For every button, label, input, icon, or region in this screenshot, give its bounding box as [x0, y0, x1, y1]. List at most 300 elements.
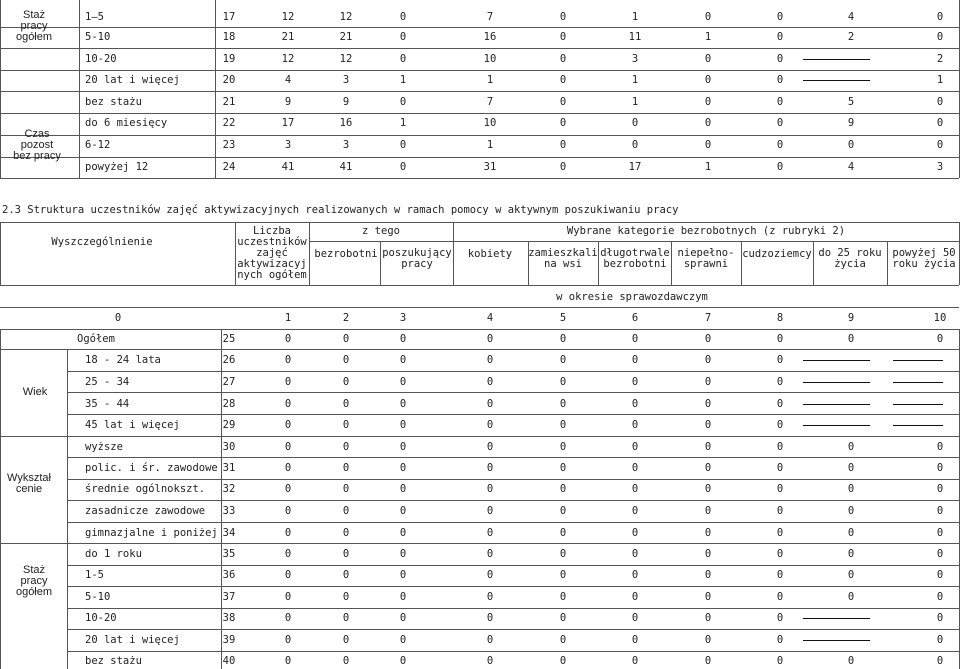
top-row-value: 0 [631, 117, 639, 129]
top-row-value: 3 [936, 161, 944, 173]
main-row-line [67, 414, 959, 415]
main-row-value: 0 [284, 376, 292, 388]
main-row-value: 0 [399, 505, 407, 517]
not-applicable-dash [803, 360, 870, 361]
main-row-value: 0 [847, 483, 855, 495]
main-row-value: 0 [936, 527, 944, 539]
main-row-value: 0 [776, 612, 784, 624]
top-row-value: 0 [559, 161, 567, 173]
main-row-value: 0 [486, 612, 494, 624]
main-row-value: 0 [486, 398, 494, 410]
main-row-line [67, 651, 959, 652]
top-table-row-line [0, 70, 959, 71]
column-number: 6 [631, 312, 639, 324]
top-row-label: 10-20 [85, 53, 117, 65]
top-row-value: 0 [399, 161, 407, 173]
main-row-value: 0 [936, 548, 944, 560]
main-row-line [67, 629, 959, 630]
top-row-label: powyżej 12 [85, 161, 149, 173]
top-group-staz-label: Staż pracy ogółem [15, 8, 53, 43]
top-row-value: 1 [399, 117, 407, 129]
main-row-value: 0 [776, 548, 784, 560]
top-row-value: 10 [483, 117, 497, 129]
main-row-value: 0 [486, 548, 494, 560]
main-row-value: 0 [399, 527, 407, 539]
main-row-value: 0 [631, 655, 639, 667]
main-row-value: 0 [776, 505, 784, 517]
main-row-value: 0 [847, 333, 855, 345]
main-row-value: 0 [704, 527, 712, 539]
top-table-col-line [215, 0, 216, 178]
main-row-value: 0 [284, 333, 292, 345]
main-row-value: 0 [559, 376, 567, 388]
main-row-value: 0 [776, 655, 784, 667]
main-row-value: 0 [486, 483, 494, 495]
main-row-line [67, 457, 959, 458]
main-header-col-line [0, 222, 1, 285]
main-row-value: 36 [222, 569, 236, 581]
main-row-value: 0 [486, 527, 494, 539]
main-row-label: bez stażu [85, 655, 142, 667]
main-header-top-line [0, 222, 959, 223]
top-row-label: 6-12 [85, 139, 111, 151]
main-row-value: 0 [342, 548, 350, 560]
header-poszukujacy: poszukujący pracy [382, 247, 452, 270]
main-row-value: 0 [342, 483, 350, 495]
top-row-value: 1 [631, 96, 639, 108]
top-row-value: 1 [399, 74, 407, 86]
main-row-value: 0 [342, 441, 350, 453]
main-row-value: 33 [222, 505, 236, 517]
main-row-value: 0 [559, 655, 567, 667]
top-row-value: 21 [281, 31, 295, 43]
top-row-value: 1 [631, 74, 639, 86]
main-row-value: 0 [704, 354, 712, 366]
main-row-value: 0 [399, 634, 407, 646]
header-wyszczegolnienie: Wyszczególnienie [51, 235, 153, 248]
main-row-value: 39 [222, 634, 236, 646]
main-row-value: 0 [399, 612, 407, 624]
top-row-value: 0 [631, 139, 639, 151]
main-row-value: 0 [399, 569, 407, 581]
top-row-value: 20 [222, 74, 236, 86]
main-row-value: 32 [222, 483, 236, 495]
column-number: 3 [399, 312, 407, 324]
top-row-value: 19 [222, 53, 236, 65]
top-row-value: 2 [847, 31, 855, 43]
main-row-value: 28 [222, 398, 236, 410]
main-header-line [0, 329, 959, 330]
column-number: 9 [847, 312, 855, 324]
main-row-value: 0 [776, 462, 784, 474]
main-row-value: 0 [936, 634, 944, 646]
main-row-value: 0 [704, 505, 712, 517]
not-applicable-dash [893, 360, 943, 361]
top-row-label: do 6 miesięcy [85, 117, 168, 129]
main-row-value: 0 [342, 634, 350, 646]
top-row-value: 0 [936, 139, 944, 151]
top-row-value: 12 [281, 11, 295, 23]
top-row-value: 3 [284, 139, 292, 151]
main-row-value: 0 [342, 569, 350, 581]
top-row-value: 11 [628, 31, 642, 43]
main-row-value: 31 [222, 462, 236, 474]
header-zamieszkali: zamieszkali na wsi [528, 247, 598, 270]
main-header-col-line [453, 222, 454, 241]
main-row-value: 35 [222, 548, 236, 560]
top-table-row-line [0, 157, 959, 158]
main-row-label: 35 - 44 [85, 398, 130, 410]
main-row-value: 0 [559, 634, 567, 646]
main-row-value: 0 [776, 354, 784, 366]
main-row-value: 0 [284, 505, 292, 517]
top-row-value: 0 [399, 53, 407, 65]
main-row-value: 0 [776, 591, 784, 603]
top-row-value: 0 [704, 53, 712, 65]
top-row-value: 9 [342, 96, 350, 108]
top-row-value: 0 [559, 96, 567, 108]
main-row-value: 0 [847, 591, 855, 603]
main-row-value: 0 [631, 612, 639, 624]
not-applicable-dash [893, 382, 943, 383]
main-row-value: 0 [486, 376, 494, 388]
top-table-row-line [0, 135, 959, 136]
main-row-value: 0 [704, 483, 712, 495]
main-row-value: 0 [342, 333, 350, 345]
main-col-line [67, 349, 68, 669]
main-row-label: polic. i śr. zawodowe [85, 462, 218, 474]
header-dlugotrwale: długotrwale bezrobotni [600, 247, 670, 270]
section-title: 2.3 Struktura uczestników zajęć aktywizacyjnych realizowanych w ramach pomocy w aktywnym poszukiwaniu pracy [2, 204, 679, 216]
main-row-label: 18 - 24 lata [85, 354, 161, 366]
not-applicable-dash [803, 640, 870, 641]
main-row-value: 37 [222, 591, 236, 603]
top-row-value: 31 [483, 161, 497, 173]
main-row-value: 27 [222, 376, 236, 388]
top-row-value: 0 [704, 139, 712, 151]
main-row-value: 0 [342, 419, 350, 431]
main-row-value: 0 [284, 634, 292, 646]
top-row-value: 0 [559, 117, 567, 129]
main-row-value: 0 [559, 398, 567, 410]
main-row-line [67, 608, 959, 609]
top-row-value: 1 [486, 74, 494, 86]
main-row-value: 0 [776, 569, 784, 581]
main-row-value: 34 [222, 527, 236, 539]
main-row-value: 0 [342, 612, 350, 624]
main-row-value: 30 [222, 441, 236, 453]
main-row-value: 0 [847, 569, 855, 581]
main-row-value: 0 [486, 569, 494, 581]
main-row-value: 0 [559, 333, 567, 345]
main-row-value: 0 [936, 441, 944, 453]
top-table-row-line [0, 27, 959, 28]
main-row-label: wyższe [85, 441, 123, 453]
top-row-value: 1 [486, 139, 494, 151]
main-row-value: 0 [399, 354, 407, 366]
column-number: 7 [704, 312, 712, 324]
main-row-value: 0 [486, 462, 494, 474]
top-row-value: 0 [776, 11, 784, 23]
header-cudzoziemcy: cudzoziemcy [742, 247, 812, 260]
top-row-value: 17 [628, 161, 642, 173]
top-table-group-line [0, 113, 959, 114]
top-row-value: 21 [339, 31, 353, 43]
main-row-value: 40 [222, 655, 236, 667]
main-row-value: 0 [486, 333, 494, 345]
top-row-value: 0 [936, 96, 944, 108]
top-row-value: 1 [936, 74, 944, 86]
group-line [0, 543, 959, 544]
top-row-value: 0 [704, 96, 712, 108]
main-row-value: 0 [559, 569, 567, 581]
header-kobiety: kobiety [467, 247, 513, 260]
main-header-line [0, 285, 959, 286]
top-table-row-line [0, 178, 959, 179]
top-row-label: 5-10 [85, 31, 111, 43]
main-row-line [67, 500, 959, 501]
main-row-value: 0 [936, 462, 944, 474]
main-row-value: 0 [342, 376, 350, 388]
main-row-value: 0 [631, 419, 639, 431]
group-line [0, 349, 959, 350]
main-row-value: 0 [936, 569, 944, 581]
main-row-value: 0 [631, 569, 639, 581]
main-row-value: 0 [399, 441, 407, 453]
header-liczba: Liczba uczestników zajęć aktywizacyj nych ogółem [237, 224, 307, 281]
main-row-value: 0 [559, 462, 567, 474]
main-row-value: 0 [631, 376, 639, 388]
header-do-25: do 25 roku życia [818, 247, 882, 270]
not-applicable-dash [893, 425, 943, 426]
top-row-value: 0 [776, 117, 784, 129]
main-row-value: 0 [559, 441, 567, 453]
top-row-value: 4 [284, 74, 292, 86]
not-applicable-dash [803, 618, 870, 619]
main-row-value: 0 [631, 333, 639, 345]
main-row-label: zasadnicze zawodowe [85, 505, 206, 517]
main-row-value: 0 [486, 354, 494, 366]
main-row-value: 0 [631, 634, 639, 646]
main-row-value: 0 [559, 419, 567, 431]
main-row-line [67, 392, 959, 393]
main-row-line [67, 586, 959, 587]
top-row-value: 3 [342, 139, 350, 151]
main-row-value: 0 [847, 441, 855, 453]
main-row-value: 0 [559, 548, 567, 560]
top-row-value: 17 [281, 117, 295, 129]
main-row-value: 0 [704, 655, 712, 667]
top-row-value: 22 [222, 117, 236, 129]
main-row-value: 0 [847, 655, 855, 667]
main-row-value: 0 [284, 548, 292, 560]
top-row-value: 4 [847, 11, 855, 23]
main-row-value: 0 [486, 655, 494, 667]
top-table-row-line [0, 48, 959, 49]
top-row-value: 0 [559, 74, 567, 86]
main-row-value: 0 [342, 527, 350, 539]
column-number: 4 [486, 312, 494, 324]
main-row-value: 38 [222, 612, 236, 624]
main-row-value: 0 [631, 591, 639, 603]
main-row-value: 0 [399, 419, 407, 431]
main-row-value: 0 [776, 419, 784, 431]
top-row-value: 0 [776, 31, 784, 43]
top-row-value: 0 [399, 31, 407, 43]
main-row-value: 0 [559, 505, 567, 517]
main-row-value: 0 [704, 376, 712, 388]
main-row-value: 0 [631, 527, 639, 539]
top-row-value: 16 [339, 117, 353, 129]
not-applicable-dash [803, 80, 870, 81]
header-wybrane-kategorie: Wybrane kategorie bezrobotnych (z rubryki 2) [566, 224, 846, 237]
top-row-label: 1–5 [85, 11, 104, 23]
main-row-line [67, 371, 959, 372]
column-number: 0 [114, 312, 122, 324]
top-row-value: 9 [284, 96, 292, 108]
top-row-value: 0 [559, 31, 567, 43]
main-row-value: 0 [631, 398, 639, 410]
column-number: 8 [776, 312, 784, 324]
not-applicable-dash [803, 382, 870, 383]
main-row-value: 0 [342, 462, 350, 474]
main-row-value: 0 [399, 548, 407, 560]
main-row-value: 0 [486, 441, 494, 453]
main-row-value: 0 [936, 612, 944, 624]
main-row-value: 0 [284, 419, 292, 431]
header-z-tego: z tego [362, 224, 400, 237]
main-row-value: 0 [776, 333, 784, 345]
main-row-value: 0 [559, 483, 567, 495]
group-staz-label: Staż pracy ogółem [15, 563, 53, 598]
group-wiek-label: Wiek [22, 385, 48, 398]
not-applicable-dash [803, 404, 870, 405]
main-row-value: 0 [284, 483, 292, 495]
main-row-value: 0 [631, 483, 639, 495]
top-row-value: 41 [339, 161, 353, 173]
main-row-value: 0 [776, 376, 784, 388]
top-row-value: 0 [399, 139, 407, 151]
main-row-value: 0 [631, 505, 639, 517]
main-row-label: gimnazjalne i poniżej [85, 527, 218, 539]
top-row-value: 0 [776, 53, 784, 65]
top-row-value: 17 [222, 11, 236, 23]
top-table-col-line [79, 0, 80, 178]
not-applicable-dash [803, 425, 870, 426]
top-row-value: 0 [704, 11, 712, 23]
top-row-value: 7 [486, 96, 494, 108]
top-row-value: 9 [847, 117, 855, 129]
main-row-value: 0 [936, 591, 944, 603]
top-row-value: 0 [704, 74, 712, 86]
main-row-label: 5-10 [85, 591, 111, 603]
top-row-value: 0 [559, 11, 567, 23]
top-row-value: 0 [776, 96, 784, 108]
top-row-value: 0 [399, 11, 407, 23]
main-row-value: 26 [222, 354, 236, 366]
header-okres: w okresie sprawozdawczym [556, 290, 708, 303]
column-number: 5 [559, 312, 567, 324]
main-row-value: 0 [284, 527, 292, 539]
top-row-value: 0 [776, 74, 784, 86]
main-row-value: 0 [704, 333, 712, 345]
main-row-value: 0 [776, 527, 784, 539]
main-header-subline [309, 241, 959, 242]
main-row-value: 0 [342, 591, 350, 603]
header-powyzej-50: powyżej 50 roku życia [892, 247, 956, 270]
main-row-value: 0 [936, 483, 944, 495]
column-number: 2 [342, 312, 350, 324]
top-row-value: 0 [936, 11, 944, 23]
top-row-value: 3 [631, 53, 639, 65]
top-row-value: 2 [936, 53, 944, 65]
main-row-value: 0 [284, 569, 292, 581]
group-wyksztalcenie-label: Wykształ cenie [7, 472, 51, 495]
top-row-value: 10 [483, 53, 497, 65]
main-row-value: 0 [559, 612, 567, 624]
main-row-value: 0 [342, 505, 350, 517]
main-row-value: 0 [284, 398, 292, 410]
main-row-value: 0 [284, 462, 292, 474]
group-line [0, 436, 959, 437]
main-row-label: średnie ogólnokszt. [85, 483, 206, 495]
top-row-value: 23 [222, 139, 236, 151]
main-row-value: 0 [399, 333, 407, 345]
top-row-value: 0 [776, 139, 784, 151]
main-row-value: 0 [399, 462, 407, 474]
header-niepelnosprawni: niepełno- sprawni [677, 247, 735, 270]
main-row-value: 0 [631, 462, 639, 474]
main-row-value: 0 [631, 441, 639, 453]
top-row-value: 0 [776, 161, 784, 173]
main-row-label: 45 lat i więcej [85, 419, 180, 431]
main-row-value: 0 [559, 591, 567, 603]
main-row-value: 0 [776, 398, 784, 410]
top-row-value: 0 [399, 96, 407, 108]
top-row-value: 41 [281, 161, 295, 173]
main-row-value: 0 [776, 441, 784, 453]
top-row-value: 18 [222, 31, 236, 43]
main-row-value: 29 [222, 419, 236, 431]
top-row-value: 1 [704, 161, 712, 173]
top-row-value: 0 [559, 139, 567, 151]
main-row-label: 10-20 [85, 612, 117, 624]
top-row-value: 24 [222, 161, 236, 173]
main-row-value: 0 [847, 505, 855, 517]
top-row-value: 4 [847, 161, 855, 173]
main-row-value: 0 [284, 591, 292, 603]
main-row-value: 0 [486, 419, 494, 431]
top-row-value: 12 [339, 11, 353, 23]
top-row-value: 0 [936, 31, 944, 43]
main-row-label: do 1 roku [85, 548, 142, 560]
main-row-value: 0 [399, 376, 407, 388]
top-row-label: bez stażu [85, 96, 142, 108]
main-col-line [0, 329, 1, 669]
main-row-value: 0 [399, 591, 407, 603]
top-row-value: 0 [936, 117, 944, 129]
total-row-label: Ogółem [77, 333, 115, 345]
main-row-value: 0 [631, 548, 639, 560]
main-row-value: 0 [342, 354, 350, 366]
header-bezrobotni: bezrobotni [314, 247, 378, 260]
main-row-value: 0 [704, 612, 712, 624]
main-row-value: 0 [342, 398, 350, 410]
main-row-value: 0 [936, 655, 944, 667]
top-row-value: 16 [483, 31, 497, 43]
main-row-value: 0 [399, 483, 407, 495]
main-row-value: 0 [704, 569, 712, 581]
